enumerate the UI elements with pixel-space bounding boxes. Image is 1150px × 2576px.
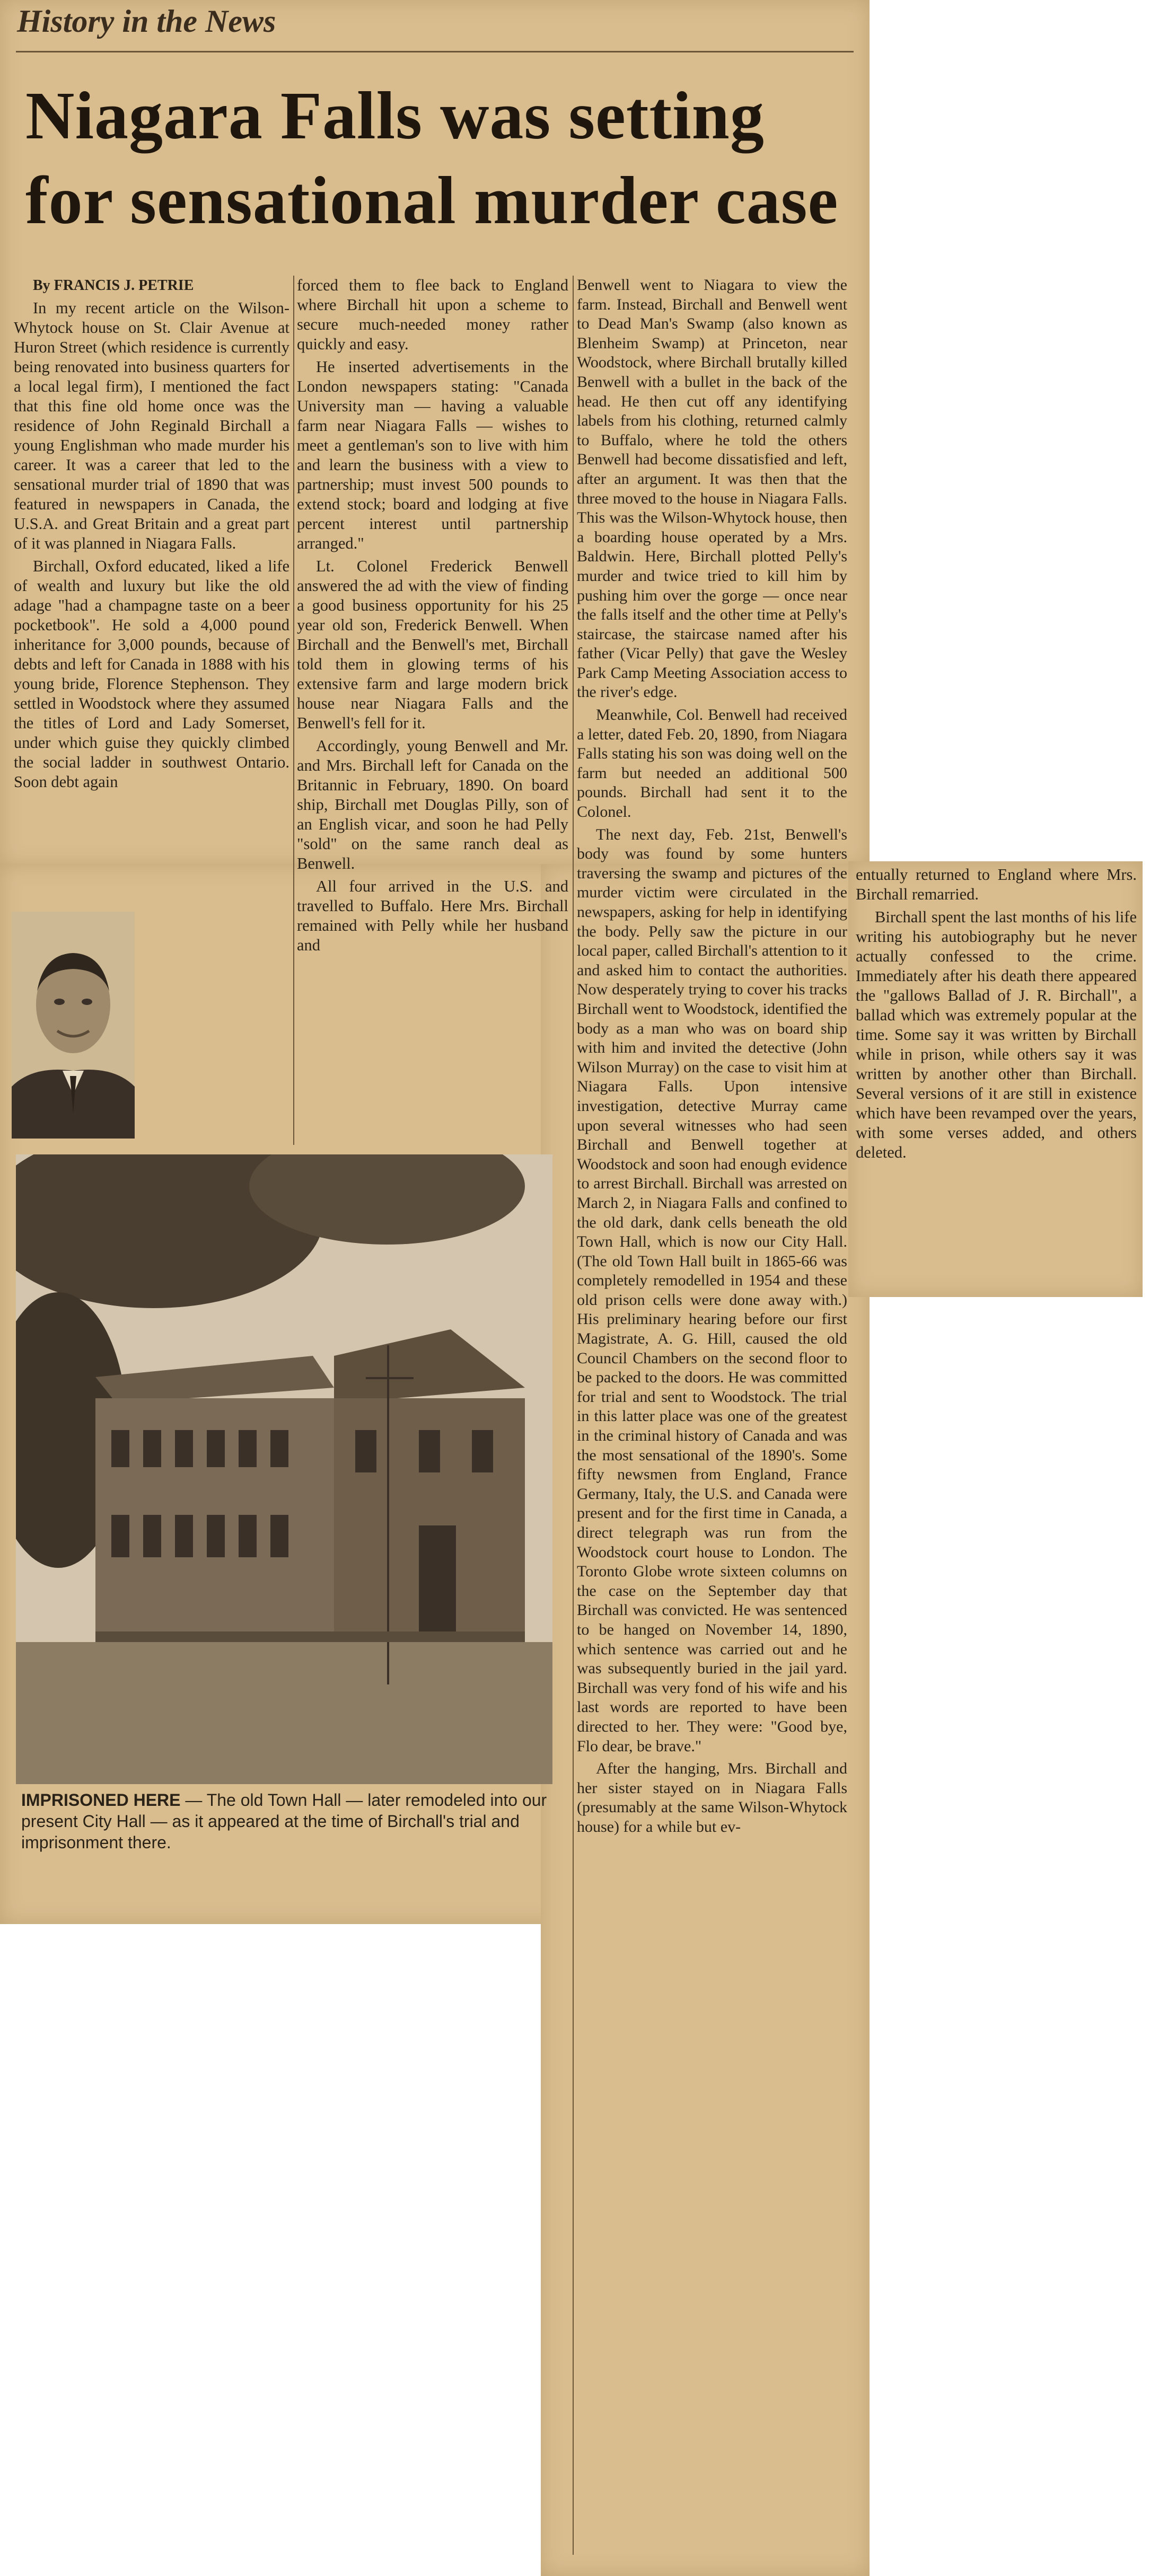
paragraph: Meanwhile, Col. Benwell had received a letter, dated Feb. 20, 1890, from Niagara Falls stating his son was doing well on the farm but needed an additional 500 pounds. Birchall had sent it to the Colonel. (577, 706, 847, 821)
column-rule (573, 276, 574, 2555)
caption-text: — The old Town Hall — later remodeled into our present City Hall — as it appeared at the time of Birchall's trial and imprisonment there. (21, 1790, 547, 1852)
paragraph: In my recent article on the Wilson-Whytock house on St. Clair Avenue at Huron Street (which residence is currently being renovated into business quarters for a local legal firm), I mentioned the fact that this fine old home once was the residence of John Reginald Birchall a young Englishman who made murder his career. It was a career that led to the sensational murder trial of 1890 that was featured in newspapers in Canada, the U.S.A. and Great Britain and a great part of it was planned in Niagara Falls. (14, 299, 289, 552)
kicker-rule (16, 51, 854, 52)
paragraph: forced them to flee back to England where Birchall hit upon a scheme to secure much-needed money rather quickly and easy. (297, 276, 568, 353)
paragraph: Accordingly, young Benwell and Mr. and Mrs. Birchall left for Canada on the Britannic in February, 1890. On board ship, Birchall met Douglas Pilly, son of an English vicar, and soon he had Pelly "sold" on the same ranch deal as Benwell. (297, 737, 568, 872)
byline: By FRANCIS J. PETRIE (33, 277, 194, 294)
column-2 (297, 276, 568, 958)
column-rule (293, 276, 294, 1145)
column-1 (14, 276, 289, 795)
portrait-photo (12, 912, 135, 1139)
headline: Niagara Falls was setting for sensational murder case (25, 78, 839, 238)
caption-lead: IMPRISONED HERE (21, 1790, 181, 1810)
town-hall-photo (16, 1154, 552, 1784)
paragraph: entually returned to England where Mrs. Birchall remarried. (856, 866, 1137, 903)
paragraph: Lt. Colonel Frederick Benwell answered the ad with the view of finding a good business opportunity for his 25 year old son, Frederick Benwell. When Birchall and the Benwell's met, Birchall told them in glowing terms of his extensive farm and large modern brick house near Niagara Falls and the Benwell's fell for it. (297, 557, 568, 732)
column-4 (856, 865, 1137, 1166)
paragraph: Birchall, Oxford educated, liked a life of wealth and luxury but like the old adage "had a champagne taste on a beer pocketbook". He sold a 4,000 pound inheritance for 3,000 pounds, because of debts and left for Canada in 1888 with his young bride, Florence Stephenson. They settled in Woodstock where they assumed the titles of Lord and Lady Somerset, under which guise they quickly climbed the social ladder in southwest Ontario. Soon debt again (14, 557, 289, 791)
town-hall-illustration (16, 1154, 552, 1784)
paragraph: After the hanging, Mrs. Birchall and her sister stayed on in Niagara Falls (presumably at the same Wilson-Whytock house) for a while but ev- (577, 1760, 847, 1836)
paragraph: Birchall spent the last months of his life writing his autobiography but he never actually confessed to the crime. Immediately after his death there appeared the "gallows Ballad of J. R. Birchall", a ballad which was extremely popular at the time. Some say it was written by Birchall while in prison, while others say it was written by another other than Birchall. Several versions of it are still in existence which have been revamped over the years, with some verses added, and others deleted. (856, 908, 1137, 1161)
paragraph: The next day, Feb. 21st, Benwell's body was found by some hunters traversing the swamp and pictures of the murder victim were circulated in the newspapers, asking for help in identifying the body. Pelly saw the picture in our local paper, called Birchall's attention to it and asked him to contact the authorities. Now desperately trying to cover his tracks Birchall went to Woodstock, identified the body as a man who was on board ship with him and invited the detective (John Wilson Murray) on the case to visit him at Niagara Falls. Upon intensive investigation, detective Murray came upon several witnesses who had seen Birchall and Benwell together at Woodstock and soon had enough evidence to arrest Birchall. Birchall was arrested on March 2, in Niagara Falls and confined to the old dark, dank cells beneath the old Town Hall, which is now our City Hall. (The old Town Hall built in 1865-66 was completely remodelled in 1954 and these old prison cells were done away with.) His preliminary hearing before our first Magistrate, A. G. Hill, caused the old Council Chambers on the second floor to be packed to the doors. He was committed for trial and sent to Woodstock. The trial in this latter place was one of the greatest in the criminal history of Canada and was the most sensational of the 1890's. Some fifty newsmen from England, France Germany, Italy, the U.S. and Canada were present and for the first time in Canada, a direct telegraph was run from the Woodstock court house to London. The Toronto Globe wrote sixteen columns on the case on the September day that Birchall was convicted. He was sentenced to be hanged on November 14, 1890, which sentence was carried out and he was subsequently buried in the jail yard. Birchall was very fond of his wife and his last words are reported to have been directed to her. They were: "Good bye, Flo dear, be brave." (577, 825, 847, 1755)
paragraph: He inserted advertisements in the London newspapers stating: "Canada University man — having a valuable farm near Niagara Falls — wishes to meet a gentleman's son to live with him and learn the business with a view to partnership; must invest 500 pounds to extend stock; board and lodging at five percent interest until partnership arranged." (297, 358, 568, 552)
portrait-figure (12, 912, 135, 1139)
section-kicker: History in the News (17, 4, 276, 39)
photo-caption (21, 1789, 551, 1853)
column-3 (577, 276, 847, 1840)
paragraph: Benwell went to Niagara to view the farm. Instead, Birchall and Benwell went to Dead Man's Swamp (also known as Blenheim Swamp) at Princeton, near Woodstock, where Birchall brutally killed Benwell with a bullet in the back of the head. He then cut off any identifying labels from his clothing, returned calmly to Buffalo, where he told the others Benwell had become dissatisfied and left, after an argument. It was then that the three moved to the house in Niagara Falls. This was the Wilson-Whytock house, then a boarding house operated by a Mrs. Baldwin. Here, Birchall plotted Pelly's murder and twice tried to kill him by pushing him over the gorge — once near the falls itself and the other time at Pelly's staircase, the staircase named after his father (Vicar Pelly) that gave the Wesley Park Camp Meeting Association access to the river's edge. (577, 276, 847, 701)
paragraph: All four arrived in the U.S. and travelled to Buffalo. Here Mrs. Birchall remained with Pelly while her husband and (297, 877, 568, 954)
